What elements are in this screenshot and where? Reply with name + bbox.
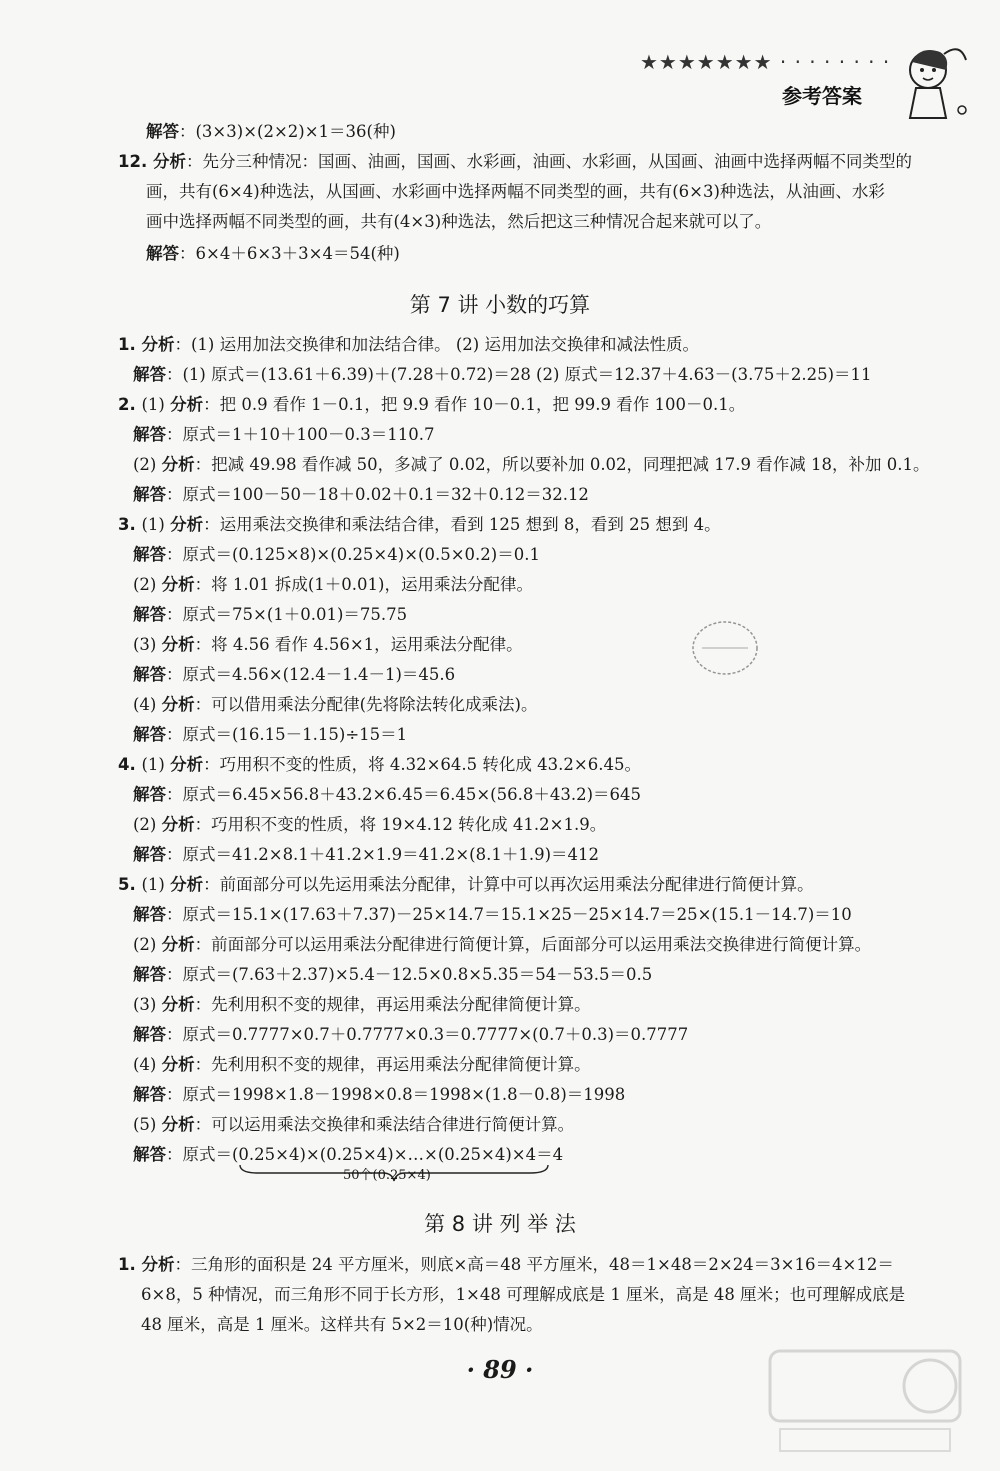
body-text: 画，共有(6×4)种选法，从国画、水彩画中选择两幅不同类型的画，共有(6×3)种选法，从油画、水彩: [146, 182, 885, 201]
label-text: 解答: [133, 365, 166, 384]
text-line: [133, 1085, 625, 1105]
text-line: [146, 212, 771, 232]
text-line: [133, 605, 407, 625]
body-text: (3): [133, 995, 162, 1014]
body-text: ：原式＝15.1×(17.63＋7.37)－25×14.7＝15.1×25－25×14.7＝25×(15.1－14.7)＝10: [166, 905, 852, 924]
text-line: [133, 1025, 688, 1045]
page-number: · 89 ·: [466, 1355, 534, 1384]
body-text: (2): [133, 815, 162, 834]
body-text: ：原式＝(0.125×8)×(0.25×4)×(0.5×0.2)＝0.1: [166, 545, 540, 564]
label-text: 解答: [133, 845, 166, 864]
label-text: 2.: [118, 395, 142, 414]
label-text: 解答: [133, 905, 166, 924]
text-line: [133, 365, 872, 385]
body-text: ：巧用积不变的性质，将 19×4.12 转化成 41.2×1.9。: [194, 815, 607, 834]
label-text: 3.: [118, 515, 142, 534]
text-line: [118, 755, 641, 775]
text-line: [141, 1285, 905, 1305]
label-text: 解答: [133, 1085, 166, 1104]
text-line: [133, 725, 407, 745]
body-text: ：先分三种情况：国画、油画，国画、水彩画，油画、水彩画，从国画、油画中选择两幅不同类型的: [185, 152, 912, 171]
body-text: (2): [133, 575, 162, 594]
body-text: ：把 0.9 看作 1－0.1，把 9.9 看作 10－0.1，把 99.9 看作 100－0.1。: [203, 395, 746, 414]
text-line: [133, 905, 852, 925]
body-text: ：可以借用乘法分配律(先将除法转化成乘法)。: [194, 695, 538, 714]
text-line: [118, 152, 912, 172]
text-line: [118, 395, 745, 415]
label-text: 解答: [133, 725, 166, 744]
body-text: ：将 1.01 拆成(1＋0.01)，运用乘法分配律。: [194, 575, 533, 594]
text-line: [133, 455, 930, 475]
text-line: [141, 1315, 543, 1335]
label-text: 分析: [170, 395, 204, 414]
text-line: [133, 1055, 591, 1075]
label-text: 分析: [152, 152, 186, 171]
label-text: 解答: [133, 485, 166, 504]
body-text: (3): [133, 635, 162, 654]
text-line: [133, 665, 455, 685]
body-text: ：可以运用乘法交换律和乘法结合律进行简便计算。: [194, 1115, 575, 1134]
cartoon-girl-icon: [890, 40, 970, 130]
body-text: 6×8，5 种情况，而三角形不同于长方形，1×48 可理解成底是 1 厘米，高是 48 厘米；也可理解成底是: [141, 1285, 906, 1304]
body-text: ：把减 49.98 看作减 50，多减了 0.02，所以要补加 0.02，同理把减 17.9 看作减 18，补加 0.1。: [194, 455, 930, 474]
body-text: (2): [133, 935, 162, 954]
body-text: 48 厘米，高是 1 厘米。这样共有 5×2＝10(种)情况。: [141, 1315, 543, 1334]
label-text: 分析: [161, 1115, 195, 1134]
body-text: ：原式＝41.2×8.1＋41.2×1.9＝41.2×(8.1＋1.9)＝412: [166, 845, 600, 864]
body-text: ：6×4＋6×3＋3×4＝54(种): [179, 244, 400, 263]
body-text: (1): [141, 755, 171, 774]
text-line: [146, 182, 885, 202]
text-line: [146, 122, 396, 142]
body-text: ：原式＝(7.63＋2.37)×5.4－12.5×0.8×5.35＝54－53.5＝0.5: [166, 965, 653, 984]
label-text: 解答: [133, 665, 166, 684]
body-text: (1): [141, 395, 171, 414]
text-line: [133, 785, 641, 805]
section-title: 第 7 讲 小数的巧算: [409, 293, 591, 317]
body-text: ：原式＝6.45×56.8＋43.2×6.45＝6.45×(56.8＋43.2)＝645: [166, 785, 642, 804]
text-line: [133, 485, 589, 505]
label-text: 分析: [161, 815, 195, 834]
body-text: ：三角形的面积是 24 平方厘米，则底×高＝48 平方厘米，48＝1×48＝2×24＝3×16＝4×12＝: [174, 1255, 894, 1274]
body-text: ：前面部分可以先运用乘法分配律，计算中可以再次运用乘法分配律进行简便计算。: [203, 875, 814, 894]
text-line: [133, 635, 523, 655]
header-title: 参考答案: [782, 84, 862, 108]
body-text: ：原式＝1998×1.8－1998×0.8＝1998×(1.8－0.8)＝1998: [166, 1085, 626, 1104]
text-line: [118, 515, 721, 535]
text-line: [133, 935, 871, 955]
text-line: [133, 425, 434, 445]
text-line: [133, 575, 533, 595]
body-text: (1): [141, 515, 171, 534]
body-text: ：巧用积不变的性质，将 4.32×64.5 转化成 43.2×6.45。: [203, 755, 641, 774]
body-text: ：(1) 运用加法交换律和加法结合律。 (2) 运用加法交换律和减法性质。: [174, 335, 699, 354]
underbrace-label: 50个(0.25×4): [343, 1168, 431, 1183]
label-text: 分析: [161, 455, 195, 474]
label-text: 解答: [146, 244, 179, 263]
text-line: [133, 545, 540, 565]
body-text: (4): [133, 695, 162, 714]
label-text: 分析: [161, 575, 195, 594]
body-text: (5): [133, 1115, 162, 1134]
text-line: [133, 845, 599, 865]
rating-stars: ★★★★★★★ · · · · · · · ·: [640, 50, 891, 74]
text-line: [133, 1145, 563, 1165]
label-text: 解答: [133, 785, 166, 804]
body-text: ：原式＝1＋10＋100－0.3＝110.7: [166, 425, 435, 444]
label-text: 分析: [161, 635, 195, 654]
text-line: [133, 995, 591, 1015]
text-line: [133, 695, 538, 715]
label-text: 分析: [161, 935, 195, 954]
body-text: ：原式＝(0.25×4)×(0.25×4)×…×(0.25×4)×4＝4: [166, 1145, 564, 1164]
body-text: ：(1) 原式＝(13.61＋6.39)＋(7.28＋0.72)＝28 (2) 原式＝12.37＋4.63－(3.75＋2.25)＝11: [166, 365, 872, 384]
label-text: 1.: [118, 335, 142, 354]
body-text: ：原式＝4.56×(12.4－1.4－1)＝45.6: [166, 665, 456, 684]
body-text: ：原式＝(16.15－1.15)÷15＝1: [166, 725, 408, 744]
body-text: (2): [133, 455, 162, 474]
label-text: 分析: [170, 755, 204, 774]
label-text: 解答: [133, 545, 166, 564]
label-text: 4.: [118, 755, 142, 774]
label-text: 分析: [141, 1255, 175, 1274]
label-text: 解答: [133, 605, 166, 624]
body-text: ：(3×3)×(2×2)×1＝36(种): [179, 122, 396, 141]
label-text: 解答: [133, 965, 166, 984]
label-text: 分析: [170, 875, 204, 894]
text-line: [146, 244, 400, 264]
text-line: [118, 1255, 894, 1275]
body-text: ：原式＝0.7777×0.7＋0.7777×0.3＝0.7777×(0.7＋0.3)＝0.7777: [166, 1025, 689, 1044]
stamp-icon: [690, 618, 760, 678]
body-text: ：前面部分可以运用乘法分配律进行简便计算，后面部分可以运用乘法交换律进行简便计算。: [194, 935, 872, 954]
label-text: 分析: [161, 1055, 195, 1074]
label-text: 解答: [133, 1145, 166, 1164]
label-text: 12.: [118, 152, 153, 171]
watermark-logo-icon: [750, 1341, 980, 1461]
body-text: (1): [141, 875, 171, 894]
label-text: 分析: [141, 335, 175, 354]
label-text: 解答: [146, 122, 179, 141]
text-line: [133, 815, 606, 835]
label-text: 分析: [170, 515, 204, 534]
label-text: 解答: [133, 425, 166, 444]
page-header: [640, 40, 970, 130]
label-text: 1.: [118, 1255, 142, 1274]
text-line: [118, 335, 699, 355]
body-text: ：原式＝100－50－18＋0.02＋0.1＝32＋0.12＝32.12: [166, 485, 589, 504]
body-text: ：先利用积不变的规律，再运用乘法分配律简便计算。: [194, 995, 591, 1014]
body-text: ：将 4.56 看作 4.56×1，运用乘法分配律。: [194, 635, 523, 654]
body-text: ：先利用积不变的规律，再运用乘法分配律简便计算。: [194, 1055, 591, 1074]
label-text: 解答: [133, 1025, 166, 1044]
body-text: (4): [133, 1055, 162, 1074]
body-text: 画中选择两幅不同类型的画，共有(4×3)种选法，然后把这三种情况合起来就可以了。: [146, 212, 772, 231]
text-line: [118, 875, 814, 895]
body-text: ：运用乘法交换律和乘法结合律，看到 125 想到 8，看到 25 想到 4。: [203, 515, 721, 534]
body-text: ：原式＝75×(1＋0.01)＝75.75: [166, 605, 408, 624]
text-line: [133, 1115, 574, 1135]
label-text: 分析: [161, 695, 195, 714]
label-text: 分析: [161, 995, 195, 1014]
label-text: 5.: [118, 875, 142, 894]
section-title: 第 8 讲 列 举 法: [424, 1212, 576, 1236]
text-line: [133, 965, 652, 985]
